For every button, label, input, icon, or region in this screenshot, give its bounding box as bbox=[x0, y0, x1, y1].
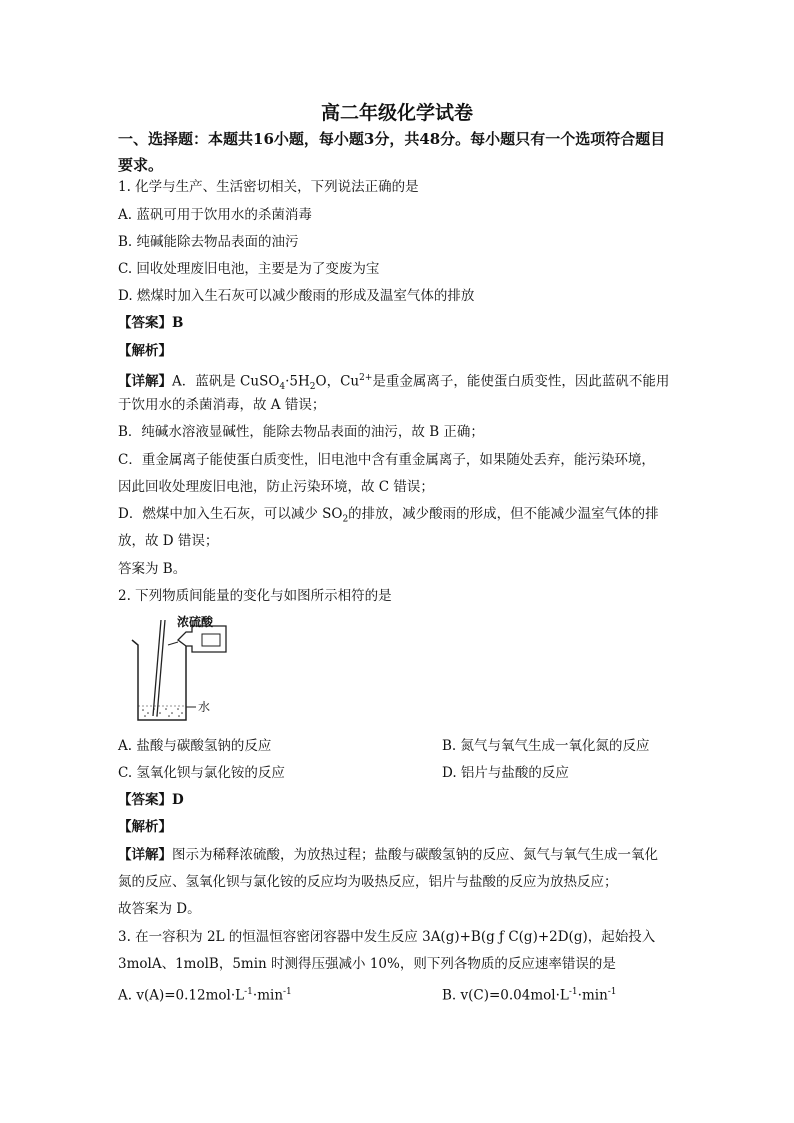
q1-detail-line2: 于饮用水的杀菌消毒，故 A 错误； bbox=[118, 397, 326, 413]
q2-detail-line1: 【详解】图示为稀释浓硫酸，为放热过程；盐酸与碳酸氢钠的反应、氮气与氧气生成一氧化 bbox=[118, 847, 658, 863]
q1-analysis: 【解析】 bbox=[118, 343, 172, 359]
q1-stem: 1. 化学与生产、生活密切相关，下列说法正确的是 bbox=[118, 179, 419, 195]
q3-option-a: A. $v(A)=0.12mol\cdot L^{-1}\cdot\min^{-1}$ bbox=[118, 987, 292, 1004]
q1-option-a: A. 蓝矾可用于饮用水的杀菌消毒 bbox=[118, 207, 312, 223]
q2-stem: 2. 下列物质间能量的变化与如图所示相符的是 bbox=[118, 588, 392, 604]
q2-detail-line2: 氮的反应、氢氧化钡与氯化铵的反应均为吸热反应，铝片与盐酸的反应为放热反应； bbox=[118, 874, 618, 890]
q1-answer: 【答案】B bbox=[118, 315, 184, 331]
q2-option-b: B. 氮气与氧气生成一氧化氮的反应 bbox=[442, 738, 650, 754]
q1-detail-line1: 【详解】A．蓝矾是 $CuSO_4\cdot 5H_2O$，$Cu^{2+}$是重金属离子，能使蛋白质变性，因此蓝矾不能用 bbox=[118, 373, 670, 393]
q1-detail-d1: D．燃煤中加入生石灰，可以减少 $SO_2$的排放，减少酸雨的形成，但不能减少温室气体的排 bbox=[118, 506, 659, 525]
q3-stem-line2: 3molA、1molB，5min 时测得压强减小 10%，则下列各物质的反应速率错误的是 bbox=[118, 956, 616, 972]
section-heading: 一、选择题：本题共16小题，每小题3分，共48分。每小题只有一个选项符合题目要求。 bbox=[118, 130, 666, 174]
page-title: 高二年级化学试卷 bbox=[320, 102, 473, 124]
figure-label-acid: 浓硫酸 bbox=[177, 615, 214, 629]
q1-detail-d2: 放，故 D 错误； bbox=[118, 533, 219, 549]
q1-option-c: C. 回收处理废旧电池，主要是为了变废为宝 bbox=[118, 261, 380, 277]
q3-stem-line1: 3. 在一容积为 2L 的恒温恒容密闭容器中发生反应 3A(g)+B(g ƒ C(g)+2D(g)，起始投入 bbox=[118, 929, 656, 945]
q1-detail-c1: C．重金属离子能使蛋白质变性，旧电池中含有重金属离子，如果随处丢弃，能污染环境， bbox=[118, 452, 655, 468]
q1-detail-c2: 因此回收处理废旧电池，防止污染环境，故 C 错误； bbox=[118, 479, 434, 495]
q3-option-b: B. $v(C)=0.04mol\cdot L^{-1}\cdot\min^{-1}$ bbox=[442, 987, 617, 1004]
q2-conclusion: 故答案为 D。 bbox=[118, 901, 201, 917]
figure-label-water: 水 bbox=[198, 700, 211, 714]
q2-option-d: D. 铝片与盐酸的反应 bbox=[442, 765, 569, 781]
q2-option-a: A. 盐酸与碳酸氢钠的反应 bbox=[118, 738, 272, 754]
q1-conclusion: 答案为 B。 bbox=[118, 561, 187, 577]
q2-answer: 【答案】D bbox=[118, 792, 184, 808]
q1-option-d: D. 燃煤时加入生石灰可以减少酸雨的形成及温室气体的排放 bbox=[118, 288, 475, 304]
q2-analysis: 【解析】 bbox=[118, 819, 172, 835]
q1-option-b: B. 纯碱能除去物品表面的油污 bbox=[118, 234, 299, 250]
q1-detail-b: B．纯碱水溶液显碱性，能除去物品表面的油污，故 B 正确； bbox=[118, 424, 484, 440]
detail-head: 【详解】 bbox=[118, 373, 172, 390]
q2-option-c: C. 氢氧化钡与氯化铵的反应 bbox=[118, 765, 285, 781]
